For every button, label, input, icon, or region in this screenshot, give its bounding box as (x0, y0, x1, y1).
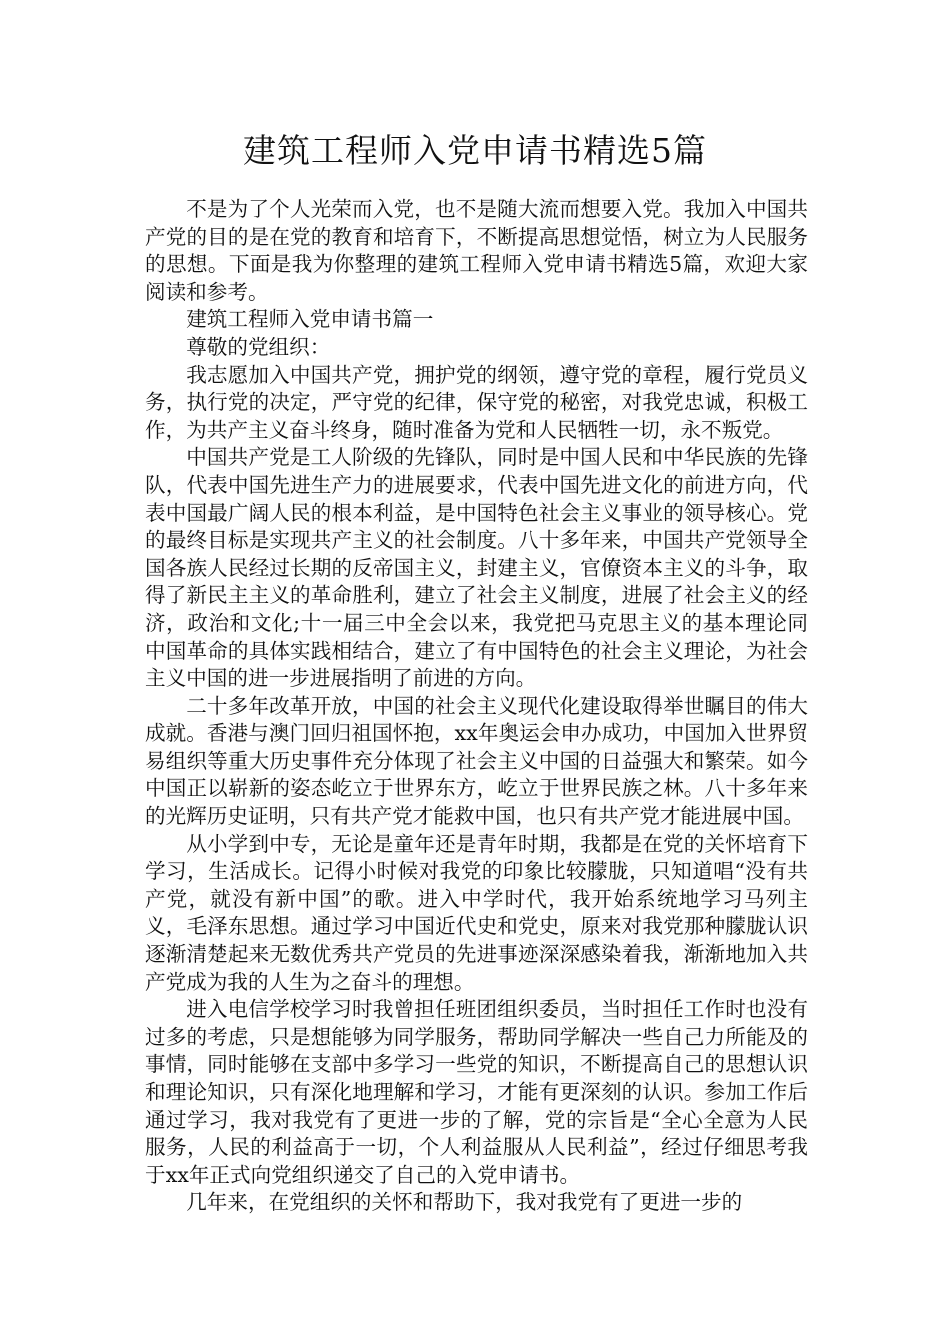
body-paragraph: 从小学到中专，无论是童年还是青年时期，我都是在党的关怀培育下学习，生活成长。记得小时候对我党的印象比较朦胧，只知道唱“没有共产党，就没有新中国”的歌。进入中学时代，我开始系统地学习马列主义，毛泽东思想。通过学习中国近代史和党史，原来对我党那种朦胧认识逐渐清楚起来无数优秀共产党员的先进事迹深深感染着我，渐渐地加入共产党成为我的人生为之奋斗的理想。 (145, 831, 808, 994)
body-paragraph: 进入电信学校学习时我曾担任班团组织委员，当时担任工作时也没有过多的考虑，只是想能够为同学服务，帮助同学解决一些自己力所能及的事情，同时能够在支部中多学习一些党的知识，不断提高自己的思想认识和理论知识，只有深化地理解和学习，才能有更深刻的认识。参加工作后通过学习，我对我党有了更进一步的了解，党的宗旨是“全心全意为人民服务，人民的利益高于一切，个人利益服从人民利益”，经过仔细思考我于xx年正式向党组织递交了自己的入党申请书。 (145, 997, 808, 1187)
intro-paragraph: 不是为了个人光荣而入党，也不是随大流而想要入党。我加入中国共产党的目的是在党的教育和培育下，不断提高思想觉悟，树立为人民服务的思想。下面是我为你整理的建筑工程师入党申请书精选5篇，欢迎大家阅读和参考。 (145, 197, 808, 304)
document-body (145, 196, 808, 1217)
body-paragraph: 二十多年改革开放，中国的社会主义现代化建设取得举世瞩目的伟大成就。香港与澳门回归祖国怀抱，xx年奥运会申办成功，中国加入世界贸易组织等重大历史事件充分体现了社会主义中国的日益强大和繁荣。如今中国正以崭新的姿态屹立于世界东方，屹立于世界民族之林。八十多年来的光辉历史证明，只有共产党才能救中国，也只有共产党才能进展中国。 (145, 693, 808, 829)
salutation: 尊敬的党组织： (186, 334, 331, 359)
body-paragraph: 中国共产党是工人阶级的先锋队，同时是中国人民和中华民族的先锋队，代表中国先进生产力的进展要求，代表中国先进文化的前进方向，代表中国最广阔人民的根本利益，是中国特色社会主义事业的领导核心。党的最终目标是实现共产主义的社会制度。八十多年来，中国共产党领导全国各族人民经过长期的反帝国主义，封建主义，官僚资本主义的斗争，取得了新民主主义的革命胜利，建立了社会主义制度，进展了社会主义的经济，政治和文化;十一届三中全会以来，我党把马克思主义的基本理论同中国革命的具体实践相结合，建立了有中国特色的社会主义理论，为社会主义中国的进一步进展指明了前进的方向。 (145, 445, 808, 691)
section-heading: 建筑工程师入党申请书篇一 (186, 307, 434, 332)
body-paragraph: 我志愿加入中国共产党，拥护党的纲领，遵守党的章程，履行党员义务，执行党的决定，严守党的纪律，保守党的秘密，对我党忠诚，积极工作，为共产主义奋斗终身，随时准备为党和人民牺牲一切，永不叛党。 (145, 362, 808, 442)
document-title: 建筑工程师入党申请书精选5篇 (243, 131, 707, 170)
body-paragraph: 几年来，在党组织的关怀和帮助下，我对我党有了更进一步的 (186, 1190, 743, 1215)
